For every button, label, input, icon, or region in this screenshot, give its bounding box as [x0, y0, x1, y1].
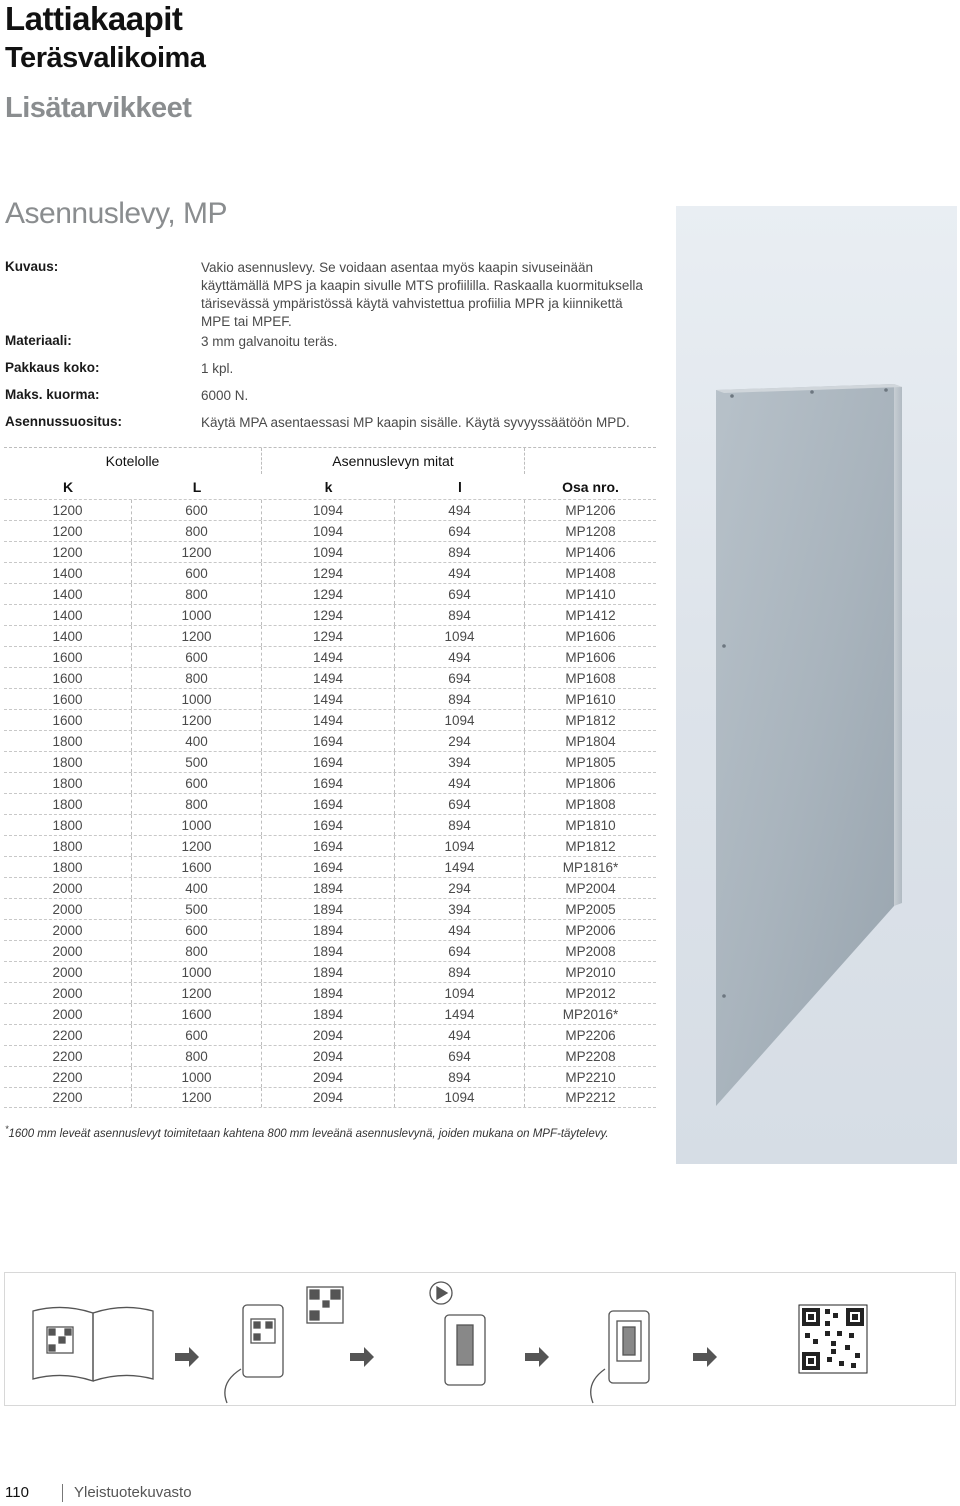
arrow-right-icon — [175, 1347, 199, 1367]
cell-k: 1600 — [4, 710, 132, 730]
cell-l: 1200 — [132, 983, 262, 1003]
group-empty — [525, 448, 656, 474]
cell-l: 600 — [132, 920, 262, 940]
cell-ll: 1094 — [395, 710, 525, 730]
cell-osa: MP1805 — [565, 754, 616, 770]
cell-osa: MP2005 — [565, 901, 616, 917]
cell-l: 600 — [132, 563, 262, 583]
table-row — [4, 499, 656, 520]
catalog-name: Yleistuotekuvasto — [74, 1484, 192, 1501]
cell-kk: 1894 — [262, 983, 395, 1003]
cell-l: 400 — [132, 731, 262, 751]
cell-ll: 894 — [395, 605, 525, 625]
cell-k: 2000 — [4, 899, 132, 919]
cell-k: 1200 — [4, 521, 132, 541]
table-row — [4, 877, 656, 898]
cell-ll: 694 — [395, 941, 525, 961]
cell-ll: 894 — [395, 542, 525, 562]
cell-k: 1400 — [4, 563, 132, 583]
table-row — [4, 1024, 656, 1045]
cell-kk: 1894 — [262, 941, 395, 961]
spec-value: Käytä MPA asentaessasi MP kaapin sisälle. Käytä syvyyssäätöön MPD. — [201, 415, 630, 430]
arrow-right-icon — [350, 1347, 374, 1367]
strip-graphics — [5, 1273, 955, 1405]
table-row — [4, 541, 656, 562]
product-photo — [676, 206, 957, 1164]
cell-osa: MP1812 — [565, 838, 616, 854]
col-header-osa: Osa nro. — [562, 478, 619, 495]
spec-label: Pakkaus koko: — [5, 360, 100, 375]
cell-ll: 694 — [395, 584, 525, 604]
dimensions-table — [4, 447, 656, 1108]
arrow-right-icon — [693, 1347, 717, 1367]
cell-ll: 494 — [395, 563, 525, 583]
cell-osa: MP1410 — [565, 586, 616, 602]
cell-k: 1600 — [4, 689, 132, 709]
col-header-k: K — [62, 478, 74, 495]
cell-osa: MP1208 — [565, 523, 616, 539]
table-row — [4, 961, 656, 982]
cell-k: 1400 — [4, 626, 132, 646]
cell-kk: 1694 — [262, 794, 395, 814]
cell-osa: MP2006 — [565, 922, 616, 938]
table-row — [4, 919, 656, 940]
cell-ll: 894 — [395, 689, 525, 709]
cell-l: 500 — [132, 752, 262, 772]
cell-ll: 494 — [395, 773, 525, 793]
spec-label: Materiaali: — [5, 333, 72, 348]
table-row — [4, 688, 656, 709]
cell-osa: MP1412 — [565, 607, 616, 623]
cell-l: 1000 — [132, 1067, 262, 1087]
cell-ll: 394 — [395, 899, 525, 919]
table-row — [4, 583, 656, 604]
cell-l: 1000 — [132, 962, 262, 982]
table-row — [4, 625, 656, 646]
cell-kk: 1094 — [262, 542, 395, 562]
cell-ll: 494 — [395, 920, 525, 940]
cell-l: 1200 — [132, 542, 262, 562]
cell-kk: 1094 — [262, 521, 395, 541]
cell-osa: MP2008 — [565, 943, 616, 959]
cell-kk: 1894 — [262, 1004, 395, 1024]
spec-value: 6000 N. — [201, 388, 249, 403]
table-row — [4, 1003, 656, 1024]
cell-k: 1800 — [4, 773, 132, 793]
cell-kk: 1094 — [262, 500, 395, 520]
cell-ll: 1094 — [395, 983, 525, 1003]
cell-kk: 1694 — [262, 731, 395, 751]
footnote — [5, 1124, 609, 1140]
table-row — [4, 709, 656, 730]
cell-l: 600 — [132, 773, 262, 793]
col-header-kk: k — [324, 478, 333, 495]
group-asennuslevy: Asennuslevyn mitat — [262, 448, 525, 474]
spec-value: 1 kpl. — [201, 361, 234, 376]
cell-osa: MP1408 — [565, 565, 616, 581]
cell-k: 2200 — [4, 1088, 132, 1107]
cell-kk: 1494 — [262, 647, 395, 667]
cell-kk: 1894 — [262, 920, 395, 940]
spec-label: Maks. kuorma: — [5, 387, 100, 402]
cell-osa: MP1812 — [565, 712, 616, 728]
cell-ll: 394 — [395, 752, 525, 772]
cell-ll: 294 — [395, 731, 525, 751]
cell-osa: MP2012 — [565, 985, 616, 1001]
cell-l: 400 — [132, 878, 262, 898]
cell-l: 1000 — [132, 689, 262, 709]
table-row — [4, 814, 656, 835]
cell-osa: MP1606 — [565, 628, 616, 644]
cell-kk: 1494 — [262, 668, 395, 688]
cell-kk: 1294 — [262, 605, 395, 625]
page-subtitle: Teräsvalikoima — [5, 42, 206, 74]
cell-k: 1800 — [4, 794, 132, 814]
table-row — [4, 982, 656, 1003]
cell-k: 1800 — [4, 752, 132, 772]
cell-osa: MP1806 — [565, 775, 616, 791]
cell-ll: 894 — [395, 815, 525, 835]
table-row — [4, 1087, 656, 1108]
table-row — [4, 940, 656, 961]
cell-l: 1600 — [132, 857, 262, 877]
cell-l: 1600 — [132, 1004, 262, 1024]
cell-k: 1200 — [4, 542, 132, 562]
cell-l: 1000 — [132, 605, 262, 625]
cell-k: 1400 — [4, 584, 132, 604]
cell-l: 1200 — [132, 626, 262, 646]
cell-k: 1800 — [4, 731, 132, 751]
spec-label: Asennussuositus: — [5, 414, 123, 429]
cell-kk: 1894 — [262, 878, 395, 898]
page-title: Lattiakaapit — [5, 0, 183, 37]
cell-k: 1200 — [4, 500, 132, 520]
cell-l: 800 — [132, 794, 262, 814]
cell-kk: 1294 — [262, 626, 395, 646]
cell-kk: 1694 — [262, 773, 395, 793]
mounting-plate-image — [676, 206, 957, 1164]
cell-ll: 894 — [395, 962, 525, 982]
cell-kk: 1294 — [262, 563, 395, 583]
cell-l: 800 — [132, 668, 262, 688]
cell-osa: MP1608 — [565, 670, 616, 686]
cell-l: 800 — [132, 521, 262, 541]
cell-k: 1400 — [4, 605, 132, 625]
cell-kk: 1694 — [262, 752, 395, 772]
cell-kk: 1494 — [262, 710, 395, 730]
cell-l: 1200 — [132, 1088, 262, 1107]
cell-k: 2000 — [4, 962, 132, 982]
cell-l: 600 — [132, 647, 262, 667]
cell-k: 2000 — [4, 941, 132, 961]
table-group-header — [4, 447, 656, 474]
qr-instructions-strip — [4, 1272, 956, 1406]
col-header-l: L — [192, 478, 202, 495]
table-column-header — [4, 474, 656, 499]
cell-ll: 494 — [395, 500, 525, 520]
cell-ll: 294 — [395, 878, 525, 898]
cell-osa: MP2206 — [565, 1027, 616, 1043]
spec-value: 3 mm galvanoitu teräs. — [201, 334, 338, 349]
section-title: Lisätarvikkeet — [5, 92, 192, 124]
spec-label: Kuvaus: — [5, 259, 59, 274]
cell-k: 1800 — [4, 857, 132, 877]
cell-kk: 2094 — [262, 1067, 395, 1087]
cell-osa: MP1606 — [565, 649, 616, 665]
cell-k: 1600 — [4, 647, 132, 667]
table-row — [4, 793, 656, 814]
table-row — [4, 1066, 656, 1087]
cell-kk: 2094 — [262, 1088, 395, 1107]
product-title: Asennuslevy, MP — [5, 197, 228, 230]
cell-k: 2000 — [4, 1004, 132, 1024]
cell-osa: MP2010 — [565, 964, 616, 980]
cell-kk: 1894 — [262, 962, 395, 982]
table-row — [4, 646, 656, 667]
footnote-mark: * — [5, 1124, 9, 1134]
table-row — [4, 898, 656, 919]
cell-kk: 1294 — [262, 584, 395, 604]
cell-l: 600 — [132, 500, 262, 520]
cell-kk: 1694 — [262, 815, 395, 835]
cell-l: 800 — [132, 584, 262, 604]
col-header-ll: l — [458, 478, 462, 495]
cell-osa: MP2016* — [562, 1006, 619, 1022]
cell-kk: 1694 — [262, 857, 395, 877]
table-row — [4, 562, 656, 583]
table-row — [4, 1045, 656, 1066]
catalog-book-icon — [33, 1307, 153, 1381]
cell-ll: 1494 — [395, 1004, 525, 1024]
cell-osa: MP1804 — [565, 733, 616, 749]
cell-l: 1200 — [132, 710, 262, 730]
cell-k: 2200 — [4, 1025, 132, 1045]
cell-kk: 1694 — [262, 836, 395, 856]
cell-k: 2000 — [4, 878, 132, 898]
cell-ll: 1094 — [395, 836, 525, 856]
cell-k: 1800 — [4, 836, 132, 856]
cell-osa: MP2212 — [565, 1090, 616, 1105]
cell-ll: 694 — [395, 794, 525, 814]
cell-k: 2000 — [4, 983, 132, 1003]
cell-kk: 1894 — [262, 899, 395, 919]
table-row — [4, 730, 656, 751]
cell-l: 1000 — [132, 815, 262, 835]
cell-osa: MP2210 — [565, 1069, 616, 1085]
cell-ll: 494 — [395, 1025, 525, 1045]
cell-l: 800 — [132, 941, 262, 961]
cell-ll: 694 — [395, 668, 525, 688]
cell-osa: MP1610 — [565, 691, 616, 707]
spec-value: Vakio asennuslevy. Se voidaan asentaa myös kaapin sivuseinään käyttämällä MPS ja kaapin sivulle MTS profiililla. Raskaalla kuormituksella tärisevässä ympäristössä käytä vahvistettua profiilia MPR ja kiinnikettä MPE tai MPEF. — [201, 260, 643, 329]
table-row — [4, 520, 656, 541]
table-row — [4, 751, 656, 772]
cell-kk: 1494 — [262, 689, 395, 709]
table-body — [4, 499, 656, 1108]
cell-k: 1800 — [4, 815, 132, 835]
cell-l: 1200 — [132, 836, 262, 856]
cell-l: 800 — [132, 1046, 262, 1066]
cell-osa: MP2208 — [565, 1048, 616, 1064]
footer-separator — [62, 1484, 63, 1502]
cell-osa: MP1810 — [565, 817, 616, 833]
cell-k: 2000 — [4, 920, 132, 940]
cell-osa: MP1206 — [565, 502, 616, 518]
cell-ll: 894 — [395, 1067, 525, 1087]
table-row — [4, 856, 656, 877]
cell-l: 600 — [132, 1025, 262, 1045]
group-kotelolle: Kotelolle — [4, 448, 262, 474]
page-number: 110 — [5, 1484, 29, 1501]
cell-ll: 494 — [395, 647, 525, 667]
cell-k: 1600 — [4, 668, 132, 688]
cell-ll: 1094 — [395, 1088, 525, 1107]
arrow-right-icon — [525, 1347, 549, 1367]
cell-osa: MP2004 — [565, 880, 616, 896]
table-row — [4, 772, 656, 793]
cell-kk: 2094 — [262, 1025, 395, 1045]
cell-kk: 2094 — [262, 1046, 395, 1066]
cell-k: 2200 — [4, 1067, 132, 1087]
phone-scan-qr-icon — [225, 1287, 343, 1403]
cell-k: 2200 — [4, 1046, 132, 1066]
cell-osa: MP1816* — [562, 859, 619, 875]
cell-ll: 694 — [395, 521, 525, 541]
table-row — [4, 667, 656, 688]
cell-ll: 694 — [395, 1046, 525, 1066]
footnote-text: 1600 mm leveät asennuslevyt toimitetaan kahtena 800 mm leveänä asennuslevynä, joiden mukana on MPF-täytelevy. — [8, 1127, 609, 1140]
qr-code-icon — [799, 1305, 867, 1373]
cell-l: 500 — [132, 899, 262, 919]
cell-osa: MP1406 — [565, 544, 616, 560]
cell-ll: 1094 — [395, 626, 525, 646]
cell-osa: MP1808 — [565, 796, 616, 812]
table-row — [4, 604, 656, 625]
play-video-icon — [430, 1282, 452, 1304]
table-row — [4, 835, 656, 856]
cell-ll: 1494 — [395, 857, 525, 877]
